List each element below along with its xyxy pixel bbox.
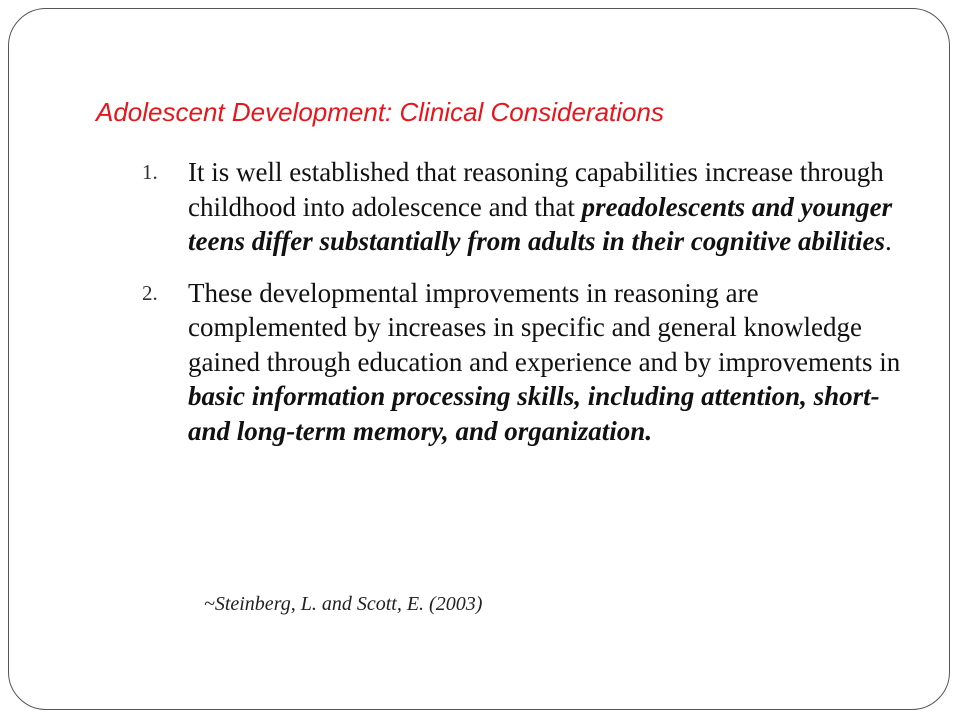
list-item-number: 2. — [142, 280, 158, 305]
list-item-emphasis: basic information processing skills, including attention, short- and long-term memory, and organization. — [188, 381, 880, 446]
slide-title: Adolescent Development: Clinical Considerations — [96, 97, 664, 127]
list-item-emphasis: preadolescents and younger teens differ substantially from adults in their cognitive abilities — [188, 191, 893, 256]
list-item-text: It is well established that reasoning capabilities increase through childhood into adolescence and that — [188, 157, 884, 222]
list-item-text-end: . — [885, 226, 892, 256]
list-item-text: These developmental improvements in reasoning are complemented by increases in specific and general knowledge gained through education and experience and by improvements in — [188, 277, 901, 377]
list-item-number: 1. — [142, 160, 158, 184]
list-item — [142, 155, 902, 259]
citation: ~Steinberg, L. and Scott, E. (2003) — [204, 593, 483, 615]
list-item — [142, 276, 902, 449]
points-list — [142, 155, 902, 448]
